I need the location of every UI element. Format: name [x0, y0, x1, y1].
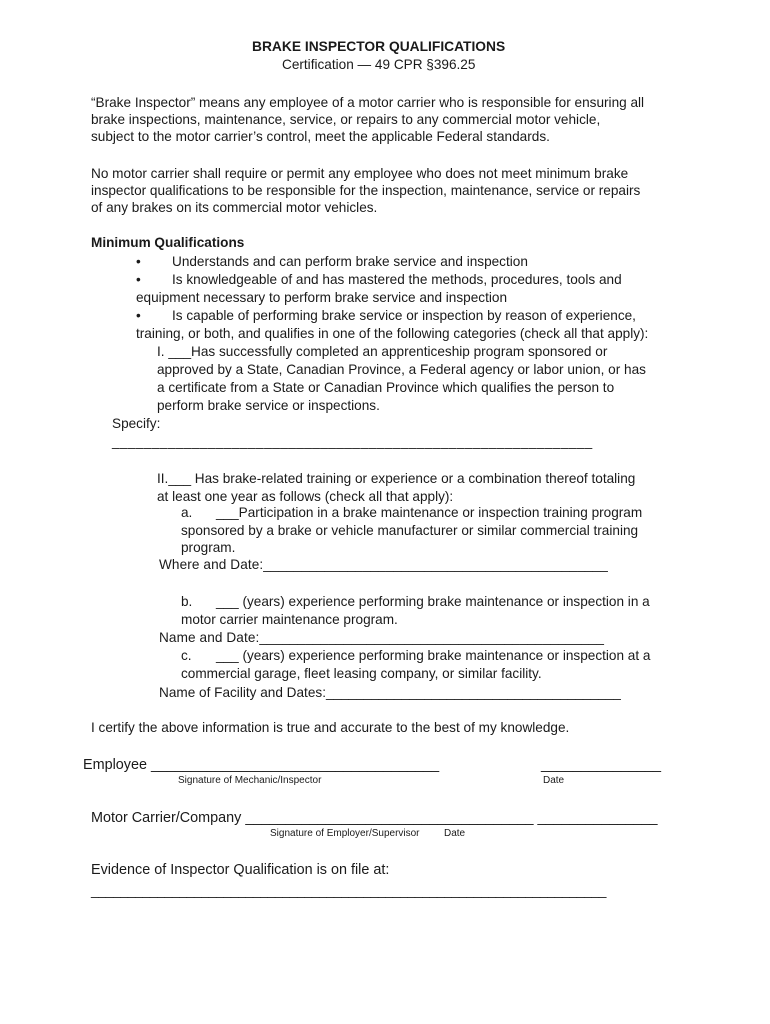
option-a-label: a.: [181, 505, 193, 520]
qualifications-heading: Minimum Qualifications: [91, 235, 245, 250]
carrier-signature-field[interactable]: Motor Carrier/Company ____________________________________ _______________: [91, 810, 658, 826]
category-1-line-3: a certificate from a State or Canadian Province which qualifies the person to: [157, 380, 615, 395]
option-a-line-2: sponsored by a brake or vehicle manufacturer or similar commercial training: [181, 523, 639, 538]
carrier-date-caption: Date: [444, 828, 466, 839]
option-c-line-2: commercial garage, fleet leasing company, or similar facility.: [181, 666, 542, 681]
employee-signature-caption: Signature of Mechanic/Inspector: [178, 775, 322, 786]
bullet-2: •: [136, 272, 141, 287]
definition-line-3: subject to the motor carrier’s control, meet the applicable Federal standards.: [91, 129, 550, 144]
document-title: BRAKE INSPECTOR QUALIFICATIONS: [252, 39, 506, 54]
facility-and-dates-field[interactable]: Name of Facility and Dates:_______________________________________: [159, 685, 621, 700]
evidence-field[interactable]: ______________________________________________________________________: [91, 883, 607, 898]
option-a-line-3: program.: [181, 540, 236, 555]
specify-field[interactable]: ____________________________________________________________: [112, 434, 593, 449]
carrier-signature-caption: Signature of Employer/Supervisor: [270, 828, 420, 839]
option-c-line-1: ___ (years) experience performing brake maintenance or inspection at a: [216, 648, 651, 663]
qualification-2-line-1: Is knowledgeable of and has mastered the methods, procedures, tools and: [172, 272, 622, 287]
option-b-line-2: motor carrier maintenance program.: [181, 612, 398, 627]
specify-label: Specify:: [112, 416, 161, 431]
employee-signature-field[interactable]: Employee ____________________________________: [83, 757, 440, 773]
option-b-label: b.: [181, 594, 193, 609]
category-1-line-1: I. ___Has successfully completed an apprenticeship program sponsored or: [157, 344, 608, 359]
qualification-3-line-1: Is capable of performing brake service or inspection by reason of experience,: [172, 308, 636, 323]
employee-date-caption: Date: [543, 775, 565, 786]
category-1-line-2: approved by a State, Canadian Province, a Federal agency or labor union, or has: [157, 362, 646, 377]
option-a-line-1: ___Participation in a brake maintenance or inspection training program: [216, 505, 643, 520]
requirement-line-1: No motor carrier shall require or permit any employee who does not meet minimum brake: [91, 166, 629, 181]
category-1-line-4: perform brake service or inspections.: [157, 398, 380, 413]
bullet-3: •: [136, 308, 141, 323]
definition-line-1: “Brake Inspector” means any employee of a motor carrier who is responsible for ensuring all: [91, 95, 645, 110]
evidence-label: Evidence of Inspector Qualification is on file at:: [91, 862, 390, 878]
qualification-2-line-2: equipment necessary to perform brake service and inspection: [136, 290, 508, 305]
qualification-1: Understands and can perform brake service and inspection: [172, 254, 528, 269]
option-b-line-1: ___ (years) experience performing brake maintenance or inspection in a: [216, 594, 650, 609]
where-and-date-field[interactable]: Where and Date:_____________________________________________: [159, 557, 608, 572]
certification-statement: I certify the above information is true and accurate to the best of my knowledge.: [91, 720, 570, 735]
definition-line-2: brake inspections, maintenance, service, or repairs to any commercial motor vehicle,: [91, 112, 601, 127]
category-2-line-2: at least one year as follows (check all that apply):: [157, 489, 454, 504]
bullet-1: •: [136, 254, 141, 269]
requirement-line-2: inspector qualifications to be responsible for the inspection, maintenance, service or repairs: [91, 183, 641, 198]
employee-date-field[interactable]: _______________: [541, 757, 662, 773]
name-and-date-field[interactable]: Name and Date:_____________________________________________: [159, 630, 605, 645]
document-subtitle: Certification — 49 CPR §396.25: [282, 57, 476, 72]
option-c-label: c.: [181, 648, 192, 663]
category-2-line-1: II.___ Has brake-related training or experience or a combination thereof totaling: [157, 471, 636, 486]
qualification-3-line-2: training, or both, and qualifies in one of the following categories (check all that apply):: [136, 326, 649, 341]
requirement-line-3: of any brakes on its commercial motor vehicles.: [91, 200, 378, 215]
